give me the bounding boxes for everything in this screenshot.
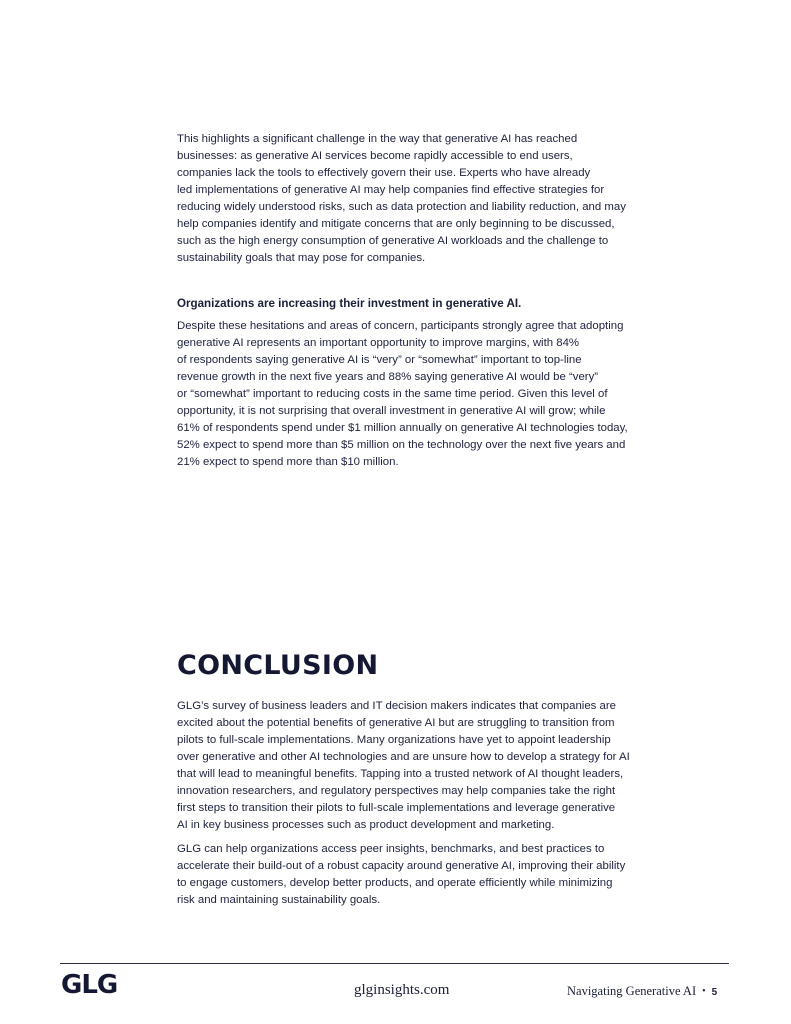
text-line: AI in key business processes such as product development and marketing. [177,819,555,831]
paragraph-governance-challenge [177,131,672,267]
footer-divider [60,963,729,964]
text-line: 61% of respondents spend under $1 million annually on generative AI technologies today, [177,422,628,434]
text-line: excited about the potential benefits of generative AI but are struggling to transition from [177,717,615,729]
text-line: This highlights a significant challenge in the way that generative AI has reached [177,133,578,145]
paragraph-conclusion-survey [177,698,672,834]
text-line: opportunity, it is not surprising that overall investment in generative AI will grow; while [177,405,606,417]
footer-website-link[interactable]: glginsights.com [354,982,450,998]
text-line: such as the high energy consumption of generative AI workloads and the challenge to [177,235,609,247]
text-line: GLG’s survey of business leaders and IT decision makers indicates that companies are [177,700,616,712]
document-title: Navigating Generative AI [567,984,697,998]
text-line: 21% expect to spend more than $10 million. [177,456,399,468]
text-line: led implementations of generative AI may help companies find effective strategies for [177,184,605,196]
text-line: generative AI represents an important opportunity to improve margins, with 84% [177,337,580,349]
text-line: risk and maintaining sustainability goals. [177,894,381,906]
text-line: that will lead to meaningful benefits. Tapping into a trusted network of AI thought leaders, [177,768,624,780]
conclusion-heading: CONCLUSION [177,650,379,681]
text-line: first steps to transition their pilots to full-scale implementations and leverage generative [177,802,616,814]
body-content [177,131,672,471]
text-line: over generative and other AI technologies and are unsure how to develop a strategy for AI [177,751,630,763]
text-line: help companies identify and mitigate concerns that are only beginning to be discussed, [177,218,615,230]
text-line: reducing widely understood risks, such as data protection and liability reduction, and may [177,201,626,213]
paragraph-conclusion-glg-help [177,841,672,909]
bullet-separator: • [702,986,706,997]
subheading-investment: Organizations are increasing their investment in generative AI. [177,297,522,310]
text-line: revenue growth in the next five years and 88% saying generative AI would be “very” [177,371,599,383]
text-line: GLG can help organizations access peer insights, benchmarks, and best practices to [177,843,605,855]
glg-logo: GLG [61,970,118,1000]
footer-running-title [567,984,717,999]
text-line: accelerate their build-out of a robust capacity around generative AI, improving their ability [177,860,626,872]
conclusion-section [177,698,672,909]
text-line: of respondents saying generative AI is “very” or “somewhat” important to top-line [177,354,582,366]
text-line: innovation researchers, and regulatory perspectives may help companies take the right [177,785,616,797]
text-line: Despite these hesitations and areas of concern, participants strongly agree that adopting [177,320,624,332]
text-line: to engage customers, develop better products, and operate efficiently while minimizing [177,877,613,889]
paragraph-investment [177,318,672,471]
text-line: pilots to full-scale implementations. Many organizations have yet to appoint leadership [177,734,611,746]
page-number: 5 [711,987,718,998]
text-line: sustainability goals that may pose for companies. [177,252,426,264]
text-line: 52% expect to spend more than $5 million on the technology over the next five years and [177,439,626,451]
text-line: or “somewhat” important to reducing costs in the same time period. Given this level of [177,388,608,400]
text-line: businesses: as generative AI services become rapidly accessible to end users, [177,150,573,162]
text-line: companies lack the tools to effectively govern their use. Experts who have already [177,167,591,179]
